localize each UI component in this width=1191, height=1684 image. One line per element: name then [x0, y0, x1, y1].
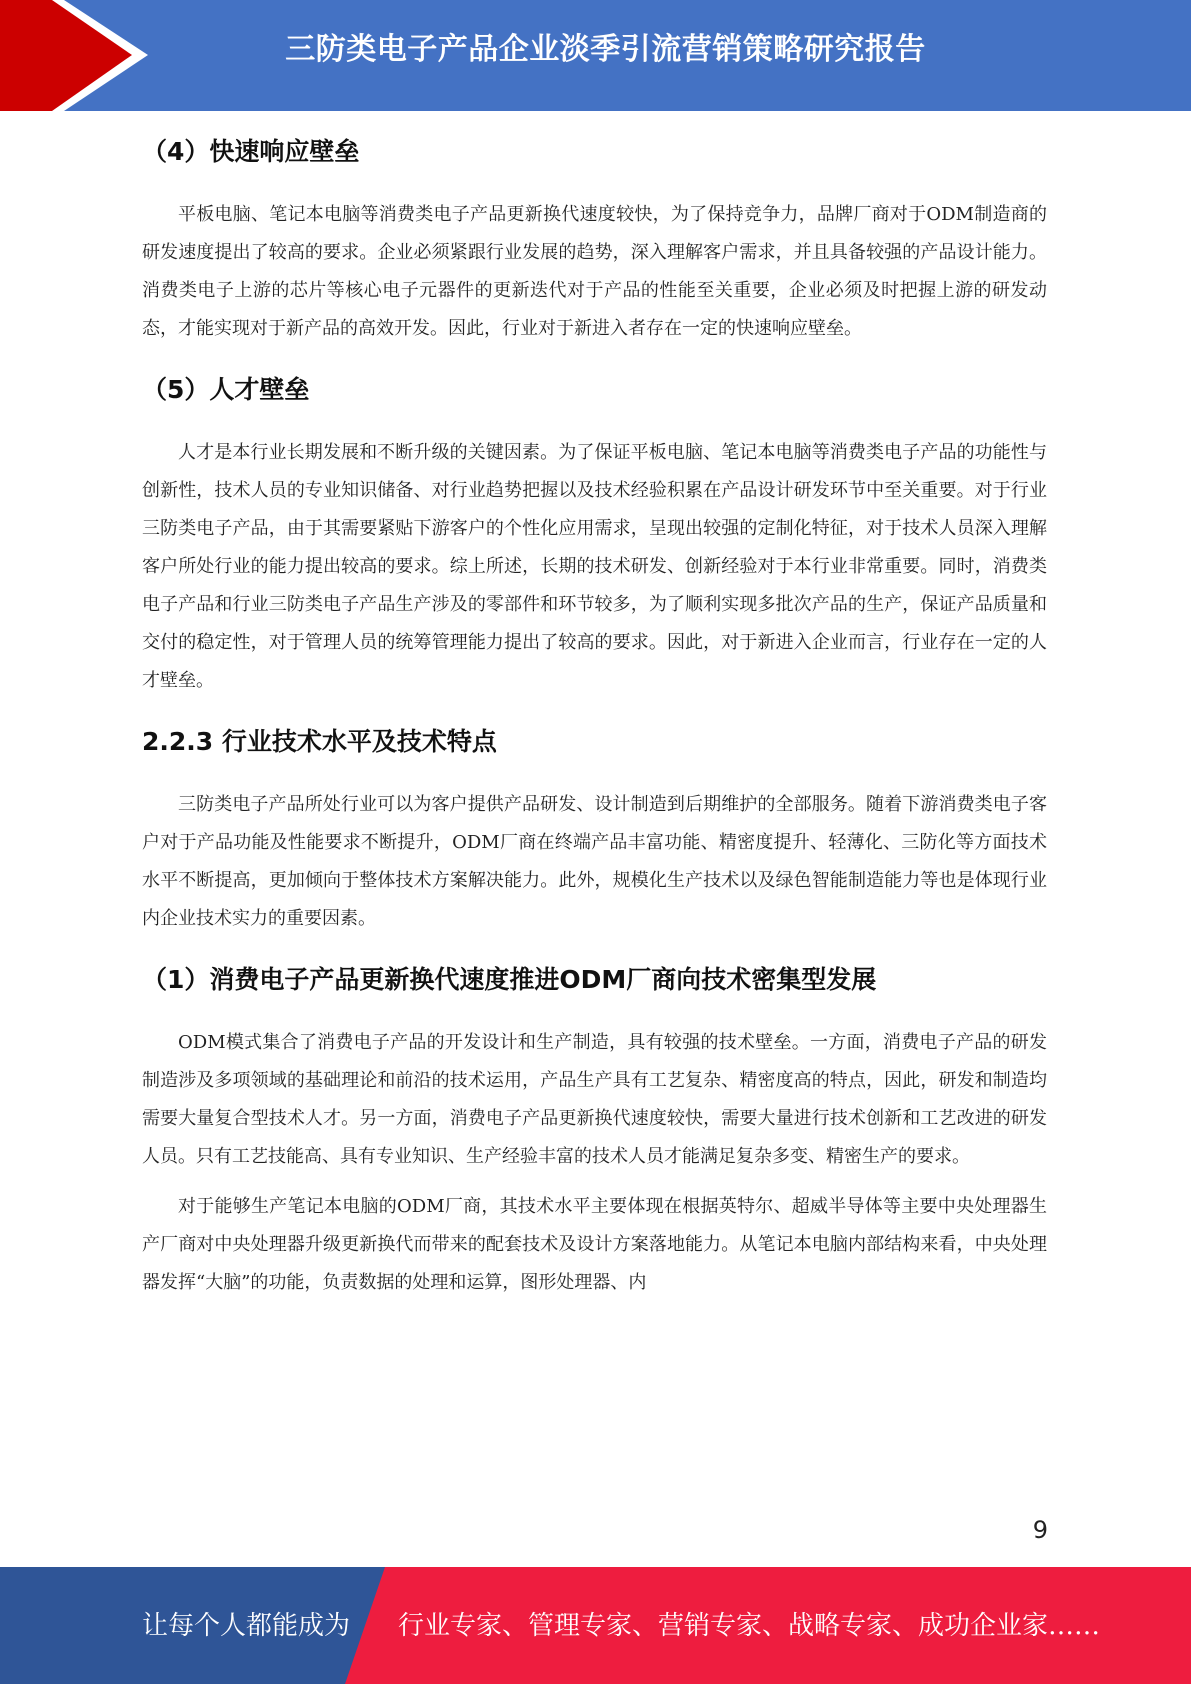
section-heading: （5）人才壁垒 — [142, 375, 310, 404]
page-header — [0, 0, 1191, 111]
subsection-heading: 2.2.3 行业技术水平及技术特点 — [142, 727, 497, 756]
paragraph: 对于能够生产笔记本电脑的ODM厂商，其技术水平主要体现在根据英特尔、超威半导体等主要中央处理器生产厂商对中央处理器升级更新换代而带来的配套技术及设计方案落地能力。从笔记本电脑内部结构来看，中央处理器发挥“大脑”的功能，负责数据的处理和运算，图形处理器、内 — [142, 1196, 1047, 1293]
footer-slogan-right: 行业专家、管理专家、营销专家、战略专家、成功企业家…… — [398, 1611, 1101, 1641]
paragraph: 三防类电子产品所处行业可以为客户提供产品研发、设计制造到后期维护的全部服务。随着下游消费类电子客户对于产品功能及性能要求不断提升，ODM厂商在终端产品丰富功能、精密度提升、轻薄化、三防化等方面技术水平不断提高，更加倾向于整体技术方案解决能力。此外，规模化生产技术以及绿色智能制造能力等也是体现行业内企业技术实力的重要因素。 — [142, 794, 1047, 929]
paragraph: 人才是本行业长期发展和不断升级的关键因素。为了保证平板电脑、笔记本电脑等消费类电子产品的功能性与创新性，技术人员的专业知识储备、对行业趋势把握以及技术经验积累在产品设计研发环节中至关重要。对于行业三防类电子产品，由于其需要紧贴下游客户的个性化应用需求，呈现出较强的定制化特征，对于技术人员深入理解客户所处行业的能力提出较高的要求。综上所述，长期的技术研发、创新经验对于本行业非常重要。同时，消费类电子产品和行业三防类电子产品生产涉及的零部件和环节较多，为了顺利实现多批次产品的生产，保证产品质量和交付的稳定性，对于管理人员的统筹管理能力提出了较高的要求。因此，对于新进入企业而言，行业存在一定的人才壁垒。 — [142, 442, 1047, 691]
page-number: 9 — [1032, 1516, 1048, 1544]
header-title: 三防类电子产品企业淡季引流营销策略研究报告 — [285, 32, 926, 67]
section-heading: （1）消费电子产品更新换代速度推进ODM厂商向技术密集型发展 — [142, 965, 877, 994]
footer-slogan-left: 让每个人都能成为 — [142, 1611, 351, 1641]
paragraph: 平板电脑、笔记本电脑等消费类电子产品更新换代速度较快，为了保持竞争力，品牌厂商对于ODM制造商的研发速度提出了较高的要求。企业必须紧跟行业发展的趋势，深入理解客户需求，并且具备较强的产品设计能力。消费类电子上游的芯片等核心电子元器件的更新迭代对于产品的性能至关重要，企业必须及时把握上游的研发动态，才能实现对于新产品的高效开发。因此，行业对于新进入者存在一定的快速响应壁垒。 — [142, 204, 1047, 339]
paragraph: ODM模式集合了消费电子产品的开发设计和生产制造，具有较强的技术壁垒。一方面，消费电子产品的研发制造涉及多项领域的基础理论和前沿的技术运用，产品生产具有工艺复杂、精密度高的特点，因此，研发和制造均需要大量复合型技术人才。另一方面，消费电子产品更新换代速度较快，需要大量进行技术创新和工艺改进的研发人员。只有工艺技能高、具有专业知识、生产经验丰富的技术人员才能满足复杂多变、精密生产的要求。 — [142, 1032, 1047, 1167]
section-heading: （4）快速响应壁垒 — [142, 137, 360, 166]
document-body — [142, 120, 1047, 1312]
page-footer — [0, 1567, 1191, 1684]
